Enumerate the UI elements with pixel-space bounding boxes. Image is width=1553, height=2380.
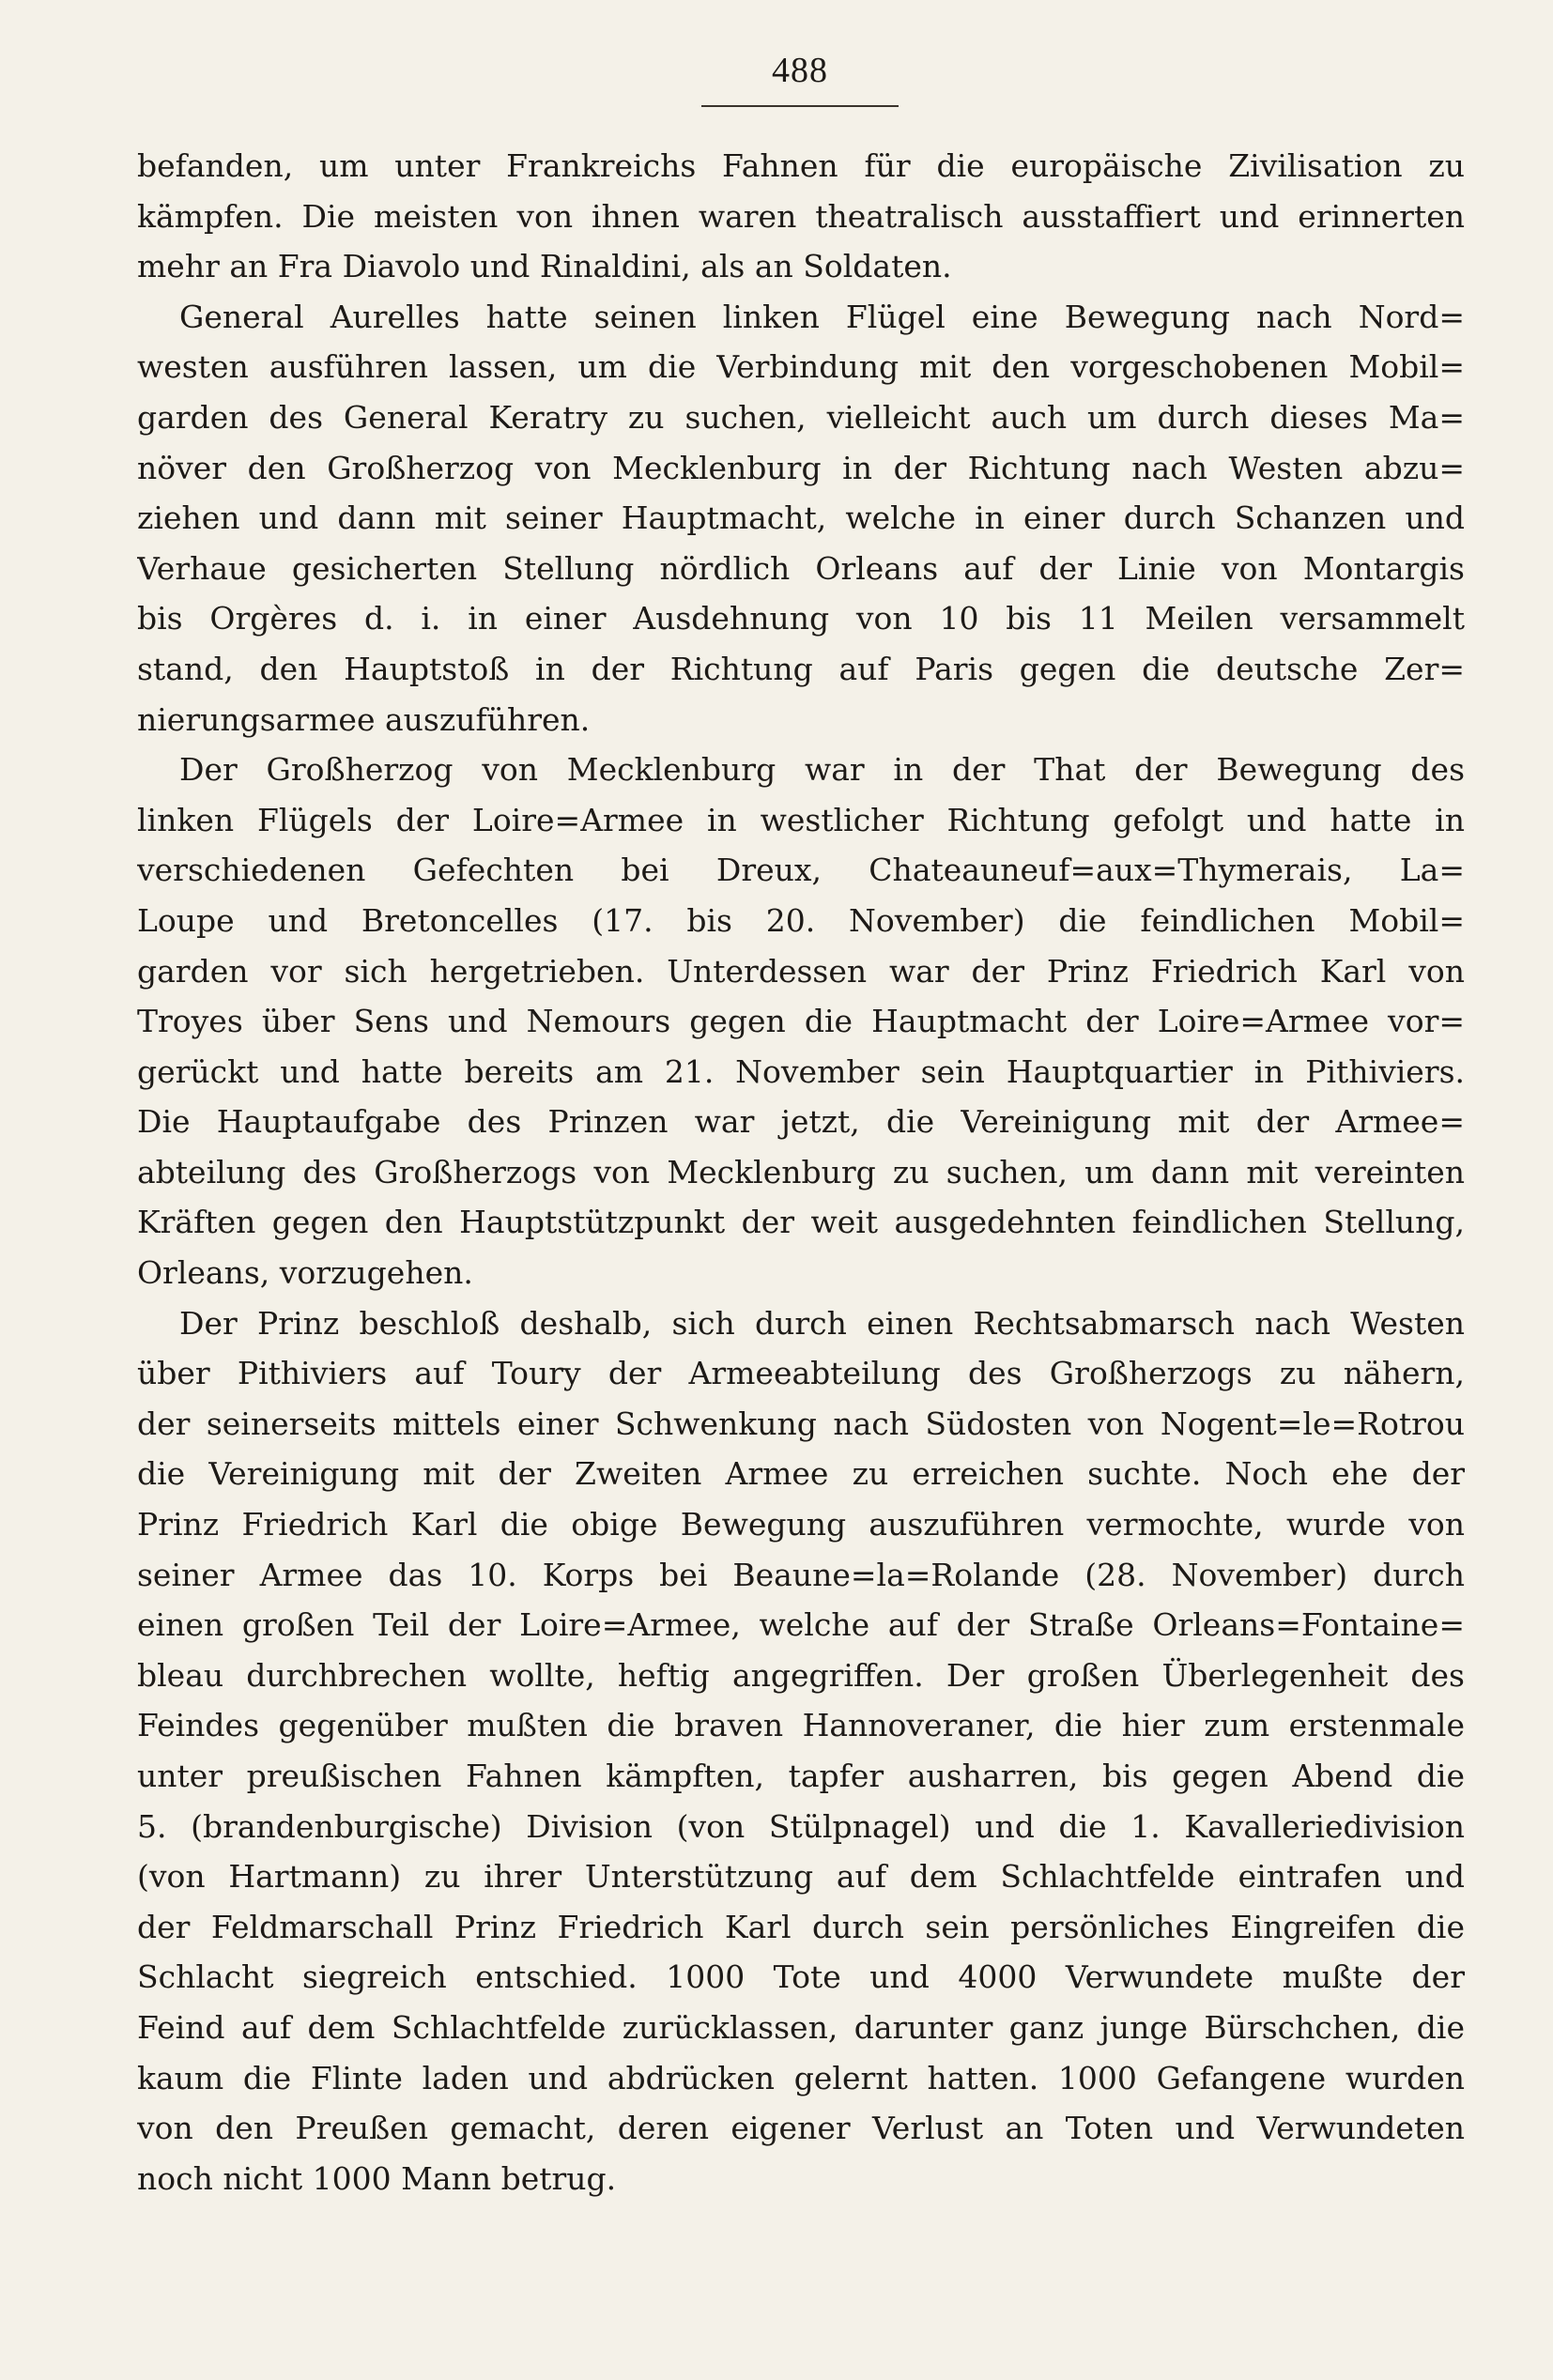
text-line: bis Orgères d. i. in einer Ausdehnung von 10 bis 11 Meilen versammelt [137, 600, 1465, 637]
text-line: Kräften gegen den Hauptstützpunkt der weit ausgedehnten feindlichen Stellung, [137, 1204, 1465, 1241]
paragraph-3 [137, 745, 1465, 1298]
text-line: (von Hartmann) zu ihrer Unterstützung auf dem Schlachtfelde eintrafen und [137, 1858, 1465, 1896]
text-line: kaum die Flinte laden und abdrücken gelernt hatten. 1000 Gefangene wurden [137, 2059, 1465, 2096]
text-line: Schlacht siegreich entschied. 1000 Tote und 4000 Verwundete mußte der [137, 1958, 1465, 1996]
text-line: von den Preußen gemacht, deren eigener Verlust an Toten und Verwundeten [137, 2110, 1465, 2147]
text-line: noch nicht 1000 Mann betrug. [137, 2159, 617, 2197]
header-rule [701, 105, 899, 107]
text-line: befanden, um unter Frankreichs Fahnen für die europäische Zivilisation zu [137, 147, 1465, 184]
text-line: der seinerseits mittels einer Schwenkung nach Südosten von Nogent=le=Rotrou [137, 1405, 1465, 1442]
text-line: seiner Armee das 10. Korps bei Beaune=la=Rolande (28. November) durch [137, 1556, 1465, 1593]
text-line: kämpfen. Die meisten von ihnen waren theatralisch ausstaffiert und erinnerten [137, 197, 1465, 235]
text-line: stand, den Hauptstoß in der Richtung auf Paris gegen die deutsche Zer= [137, 650, 1465, 687]
text-line: Die Hauptaufgabe des Prinzen war jetzt, die Vereinigung mit der Armee= [137, 1103, 1465, 1141]
text-line: növer den Großherzog von Mecklenburg in der Richtung nach Westen abzu= [137, 449, 1465, 486]
text-line: Der Prinz beschloß deshalb, sich durch einen Rechtsabmarsch nach Westen [179, 1304, 1465, 1342]
text-line: mehr an Fra Diavolo und Rinaldini, als an Soldaten. [137, 248, 952, 285]
text-line: der Feldmarschall Prinz Friedrich Karl durch sein persönliches Eingreifen die [137, 1908, 1465, 1945]
text-line: unter preußischen Fahnen kämpften, tapfer ausharren, bis gegen Abend die [137, 1758, 1465, 1794]
text-line: Verhaue gesicherten Stellung nördlich Orleans auf der Linie von Montargis [137, 549, 1465, 587]
text-line: abteilung des Großherzogs von Mecklenburg zu suchen, um dann mit vereinten [137, 1153, 1465, 1190]
text-line: General Aurelles hatte seinen linken Flügel eine Bewegung nach Nord= [179, 298, 1465, 335]
paragraph-4 [137, 1298, 1465, 2204]
body-text [137, 141, 1465, 2203]
paragraph-2 [137, 292, 1465, 745]
paragraph-1 [137, 141, 1465, 292]
text-line: Feind auf dem Schlachtfelde zurücklassen, darunter ganz junge Bürschchen, die [137, 2008, 1465, 2046]
text-line: Feindes gegenüber mußten die braven Hannoveraner, die hier zum erstenmale [137, 1707, 1465, 1744]
text-line: Orleans, vorzugehen. [137, 1254, 473, 1292]
text-line: westen ausführen lassen, um die Verbindung mit den vorgeschobenen Mobil= [137, 348, 1465, 386]
text-line: die Vereinigung mit der Zweiten Armee zu erreichen suchte. Noch ehe der [137, 1455, 1465, 1493]
text-line: über Pithiviers auf Toury der Armeeabteilung des Großherzogs zu nähern, [137, 1355, 1465, 1392]
text-line: Der Großherzog von Mecklenburg war in der That der Bewegung des [179, 751, 1465, 789]
text-line: linken Flügels der Loire=Armee in westlicher Richtung gefolgt und hatte in [137, 801, 1465, 838]
text-line: garden vor sich hergetrieben. Unterdessen war der Prinz Friedrich Karl von [137, 952, 1465, 990]
text-line: ziehen und dann mit seiner Hauptmacht, welche in einer durch Schanzen und [137, 499, 1465, 537]
text-line: 5. (brandenburgische) Division (von Stülpnagel) und die 1. Kavalleriedivision [137, 1807, 1465, 1845]
text-line: einen großen Teil der Loire=Armee, welche auf der Straße Orleans=Fontaine= [137, 1606, 1465, 1644]
text-line: Prinz Friedrich Karl die obige Bewegung auszuführen vermochte, wurde von [137, 1506, 1465, 1543]
text-line: bleau durchbrechen wollte, heftig angegriffen. Der großen Überlegenheit des [137, 1656, 1465, 1694]
page-number: 488 [772, 51, 828, 90]
text-line: nierungsarmee auszuführen. [137, 700, 591, 738]
text-line: garden des General Keratry zu suchen, vielleicht auch um durch dieses Ma= [137, 398, 1465, 436]
text-line: Loupe und Bretoncelles (17. bis 20. November) die feindlichen Mobil= [137, 901, 1465, 939]
text-line: verschiedenen Gefechten bei Dreux, Chateauneuf=aux=Thymerais, La= [137, 852, 1465, 889]
text-line: Troyes über Sens und Nemours gegen die Hauptmacht der Loire=Armee vor= [137, 1003, 1465, 1040]
text-line: gerückt und hatte bereits am 21. November sein Hauptquartier in Pithiviers. [137, 1052, 1465, 1090]
